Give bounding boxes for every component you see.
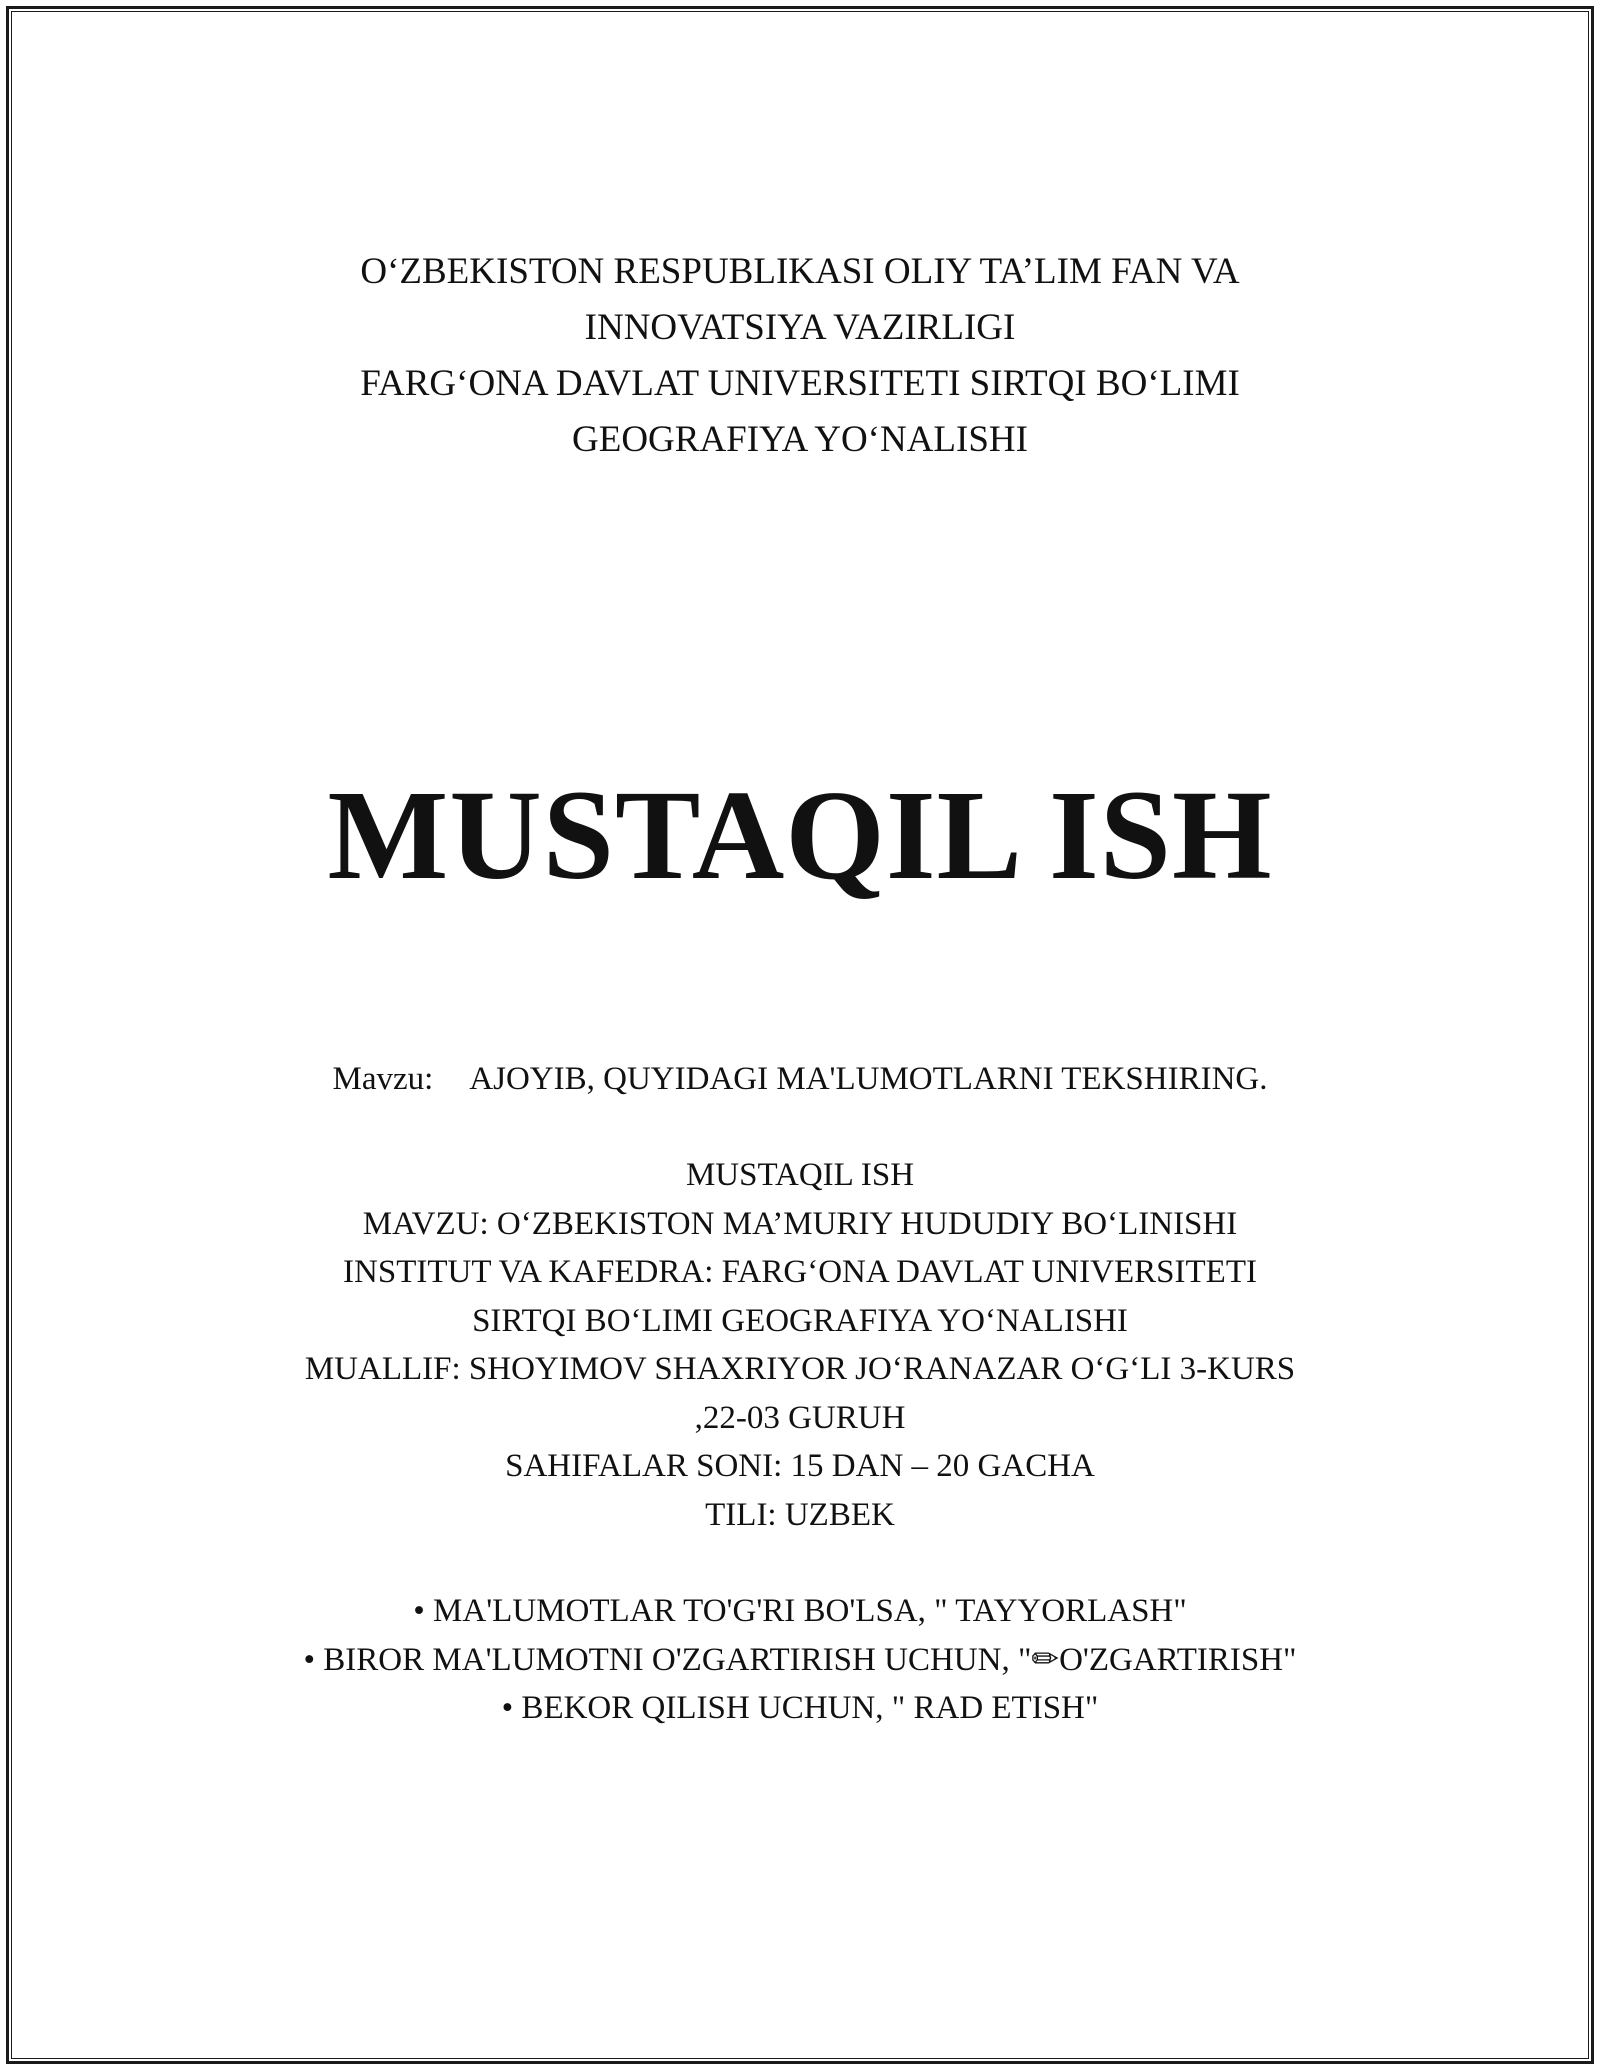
topic-label: Mavzu: <box>332 1061 434 1097</box>
document-title: MUSTAQIL ISH <box>327 764 1273 906</box>
header-line-ministry: O‘ZBEKISTON RESPUBLIKASI OLIY TA’LIM FAN VA <box>360 251 1240 292</box>
details-line-institute-cont: SIRTQI BO‘LIMI GEOGRAFIYA YO‘NALISHI <box>472 1302 1128 1339</box>
header-line-university: FARG‘ONA DAVLAT UNIVERSITETI SIRTQI BO‘LIMI <box>360 363 1240 404</box>
topic-line <box>0 1055 1600 1103</box>
details-line-group: ,22-03 GURUH <box>694 1399 906 1436</box>
institution-header <box>0 244 1600 468</box>
instruction-reject: • BEKOR QILISH UCHUN, " RAD ETISH" <box>501 1690 1099 1726</box>
instruction-prepare: • MA'LUMOTLAR TO'G'RI BO'LSA, " TAYYORLASH" <box>413 1593 1187 1629</box>
details-line-institute: INSTITUT VA KAFEDRA: FARG‘ONA DAVLAT UNIVERSITETI <box>343 1254 1257 1290</box>
details-line-language: TILI: UZBEK <box>705 1496 895 1533</box>
details-line-author: MUALLIF: SHOYIMOV SHAXRIYOR JO‘RANAZAR O‘G‘LI 3-KURS <box>304 1351 1296 1387</box>
document-details <box>0 1151 1600 1539</box>
details-line-type: MUSTAQIL ISH <box>685 1157 915 1193</box>
details-line-topic: MAVZU: O‘ZBEKISTON MA’MURIY HUDUDIY BO‘LINISHI <box>362 1205 1238 1242</box>
instruction-edit: • BIROR MA'LUMOTNI O'ZGARTIRISH UCHUN, "✏O'ZGARTIRISH" <box>303 1641 1297 1678</box>
details-line-pages: SAHIFALAR SONI: 15 DAN – 20 GACHA <box>505 1448 1095 1484</box>
header-line-ministry-cont: INNOVATSIYA VAZIRLIGI <box>584 307 1016 348</box>
action-instructions <box>0 1587 1600 1733</box>
header-line-department: GEOGRAFIYA YO‘NALISHI <box>572 419 1028 460</box>
topic-value: AJOYIB, QUYIDAGI MA'LUMOTLARNI TEKSHIRING. <box>469 1061 1268 1097</box>
